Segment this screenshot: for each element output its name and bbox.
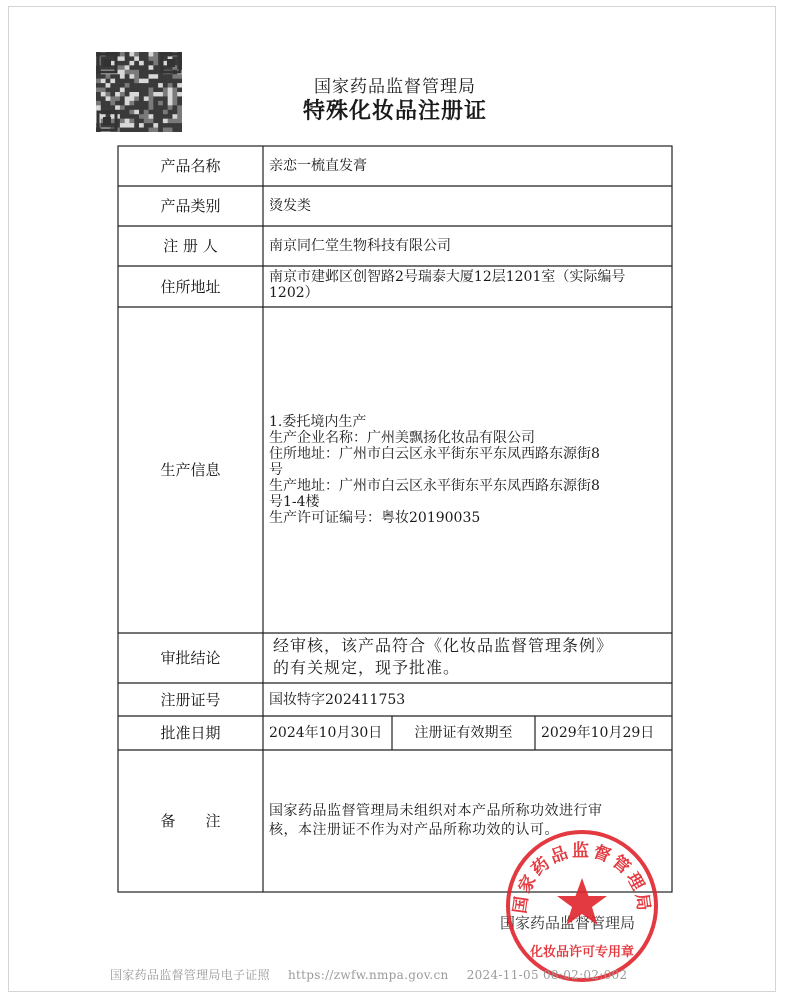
label-approval-date: 批准日期 [160, 724, 221, 742]
label-product-category: 产品类别 [160, 197, 221, 215]
label-production-info: 生产信息 [160, 461, 221, 479]
value-registrant: 南京同仁堂生物科技有限公司 [269, 238, 451, 254]
seal-bottom-text: 化妆品许可专用章 [529, 945, 635, 960]
value-registration-number: 国妆特字202411753 [269, 691, 406, 708]
label-address: 住所地址 [160, 277, 221, 296]
footer-timestamp: 2024-11-05 08:02:02:002 [466, 968, 628, 982]
address-line-2: 1202） [269, 285, 319, 301]
seal-ring-text: 国家药品监督管理局 [510, 841, 654, 915]
issuing-authority: 国家药品监督管理局 [314, 77, 476, 97]
production-line: 1.委托境内生产 [269, 414, 367, 430]
remarks-line-2: 核，本注册证不作为对产品所称功效的认可。 [269, 822, 559, 838]
approval-line-2: 的有关规定，现予批准。 [273, 658, 461, 677]
label-remarks: 备 注 [160, 812, 221, 830]
label-product-name: 产品名称 [160, 157, 221, 175]
value-product-name: 亲恋一梳直发膏 [269, 158, 367, 174]
official-seal [502, 826, 662, 986]
address-line-1: 南京市建邺区创智路2号瑞泰大厦12层1201室（实际编号 [269, 269, 626, 285]
footer-source: 国家药品监督管理局电子证照 [110, 968, 270, 982]
value-production-info [263, 307, 672, 633]
seal-underlying-text: 国家药品监督管理局 [500, 914, 636, 932]
production-line: 生产许可证编号：粤妆20190035 [269, 510, 481, 526]
value-approval-date: 2024年10月30日 [269, 725, 383, 741]
approval-line-1: 经审核，该产品符合《化妆品监督管理条例》 [273, 636, 614, 655]
label-approval-conclusion: 审批结论 [160, 649, 221, 667]
production-line: 生产企业名称：广州美飘扬化妆品有限公司 [269, 430, 535, 446]
label-registration-number: 注册证号 [160, 690, 221, 709]
label-registrant: 注 册 人 [163, 237, 218, 255]
production-line: 住所地址：广州市白云区永平街东平东凤西路东源街8 [269, 446, 600, 462]
value-address [263, 266, 672, 307]
value-valid-until: 2029年10月29日 [541, 725, 655, 741]
footer-url: https://zwfw.nmpa.gov.cn [288, 968, 449, 982]
remarks-line-1: 国家药品监督管理局未组织对本产品所称功效进行审 [269, 803, 603, 819]
value-product-category: 烫发类 [269, 198, 311, 214]
label-valid-until: 注册证有效期至 [414, 725, 513, 741]
production-line: 号1-4楼 [269, 494, 320, 510]
footer [110, 966, 710, 983]
value-approval-conclusion [263, 633, 672, 683]
production-line: 号 [269, 462, 283, 478]
production-line: 生产地址：广州市白云区永平街东平东凤西路东源街8 [269, 478, 600, 494]
document-title: 特殊化妆品注册证 [302, 99, 487, 124]
